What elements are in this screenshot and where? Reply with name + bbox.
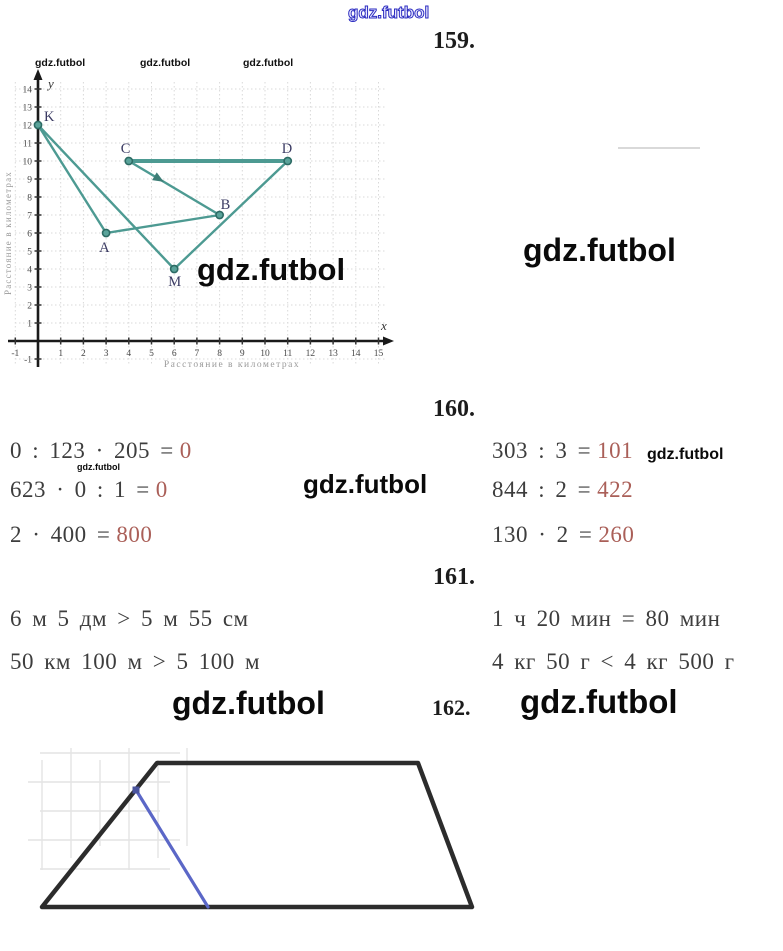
equation-expr: 844 : 2 = (492, 477, 592, 502)
svg-text:B: B (220, 197, 231, 213)
watermark-small-2: gdz.futbol (140, 57, 191, 69)
svg-text:5: 5 (149, 349, 154, 359)
trapezoid-figure (0, 730, 520, 951)
equation-row (10, 522, 152, 548)
svg-text:C: C (120, 141, 131, 157)
equation-answer: 0 (155, 477, 168, 502)
watermark-top: gdz.futbol (348, 3, 430, 22)
blue-line-end-marker (133, 787, 140, 794)
svg-text:Расстояние в километрах: Расстояние в километрах (163, 360, 301, 370)
faint-grid (28, 748, 187, 870)
equation-row (492, 522, 634, 548)
svg-text:10: 10 (260, 349, 270, 359)
svg-text:M: M (168, 274, 182, 290)
svg-text:-1: -1 (11, 349, 20, 359)
equation-answer: 260 (598, 522, 635, 547)
equation-row (10, 477, 168, 503)
problem-161-number: 161. (433, 564, 475, 590)
svg-text:13: 13 (328, 349, 338, 359)
watermark-after-101: gdz.futbol (647, 446, 724, 463)
svg-text:9: 9 (27, 175, 32, 186)
svg-text:14: 14 (351, 349, 361, 359)
faint-divider (618, 147, 700, 149)
svg-text:8: 8 (27, 193, 32, 204)
equation-answer: 422 (597, 477, 634, 502)
equation-row (492, 438, 633, 464)
svg-text:5: 5 (27, 247, 32, 258)
watermark-161-left: gdz.futbol (172, 685, 325, 721)
svg-text:6: 6 (171, 349, 177, 359)
equation-answer: 101 (597, 438, 634, 463)
svg-text:2: 2 (27, 301, 32, 312)
svg-text:D: D (281, 141, 293, 157)
watermark-160-middle: gdz.futbol (303, 469, 428, 499)
trapezoid-outline (42, 763, 472, 907)
watermark-small-1: gdz.futbol (35, 57, 86, 69)
equation-answer: 800 (116, 522, 153, 547)
svg-text:8: 8 (217, 349, 222, 359)
svg-text:2: 2 (81, 349, 86, 359)
svg-text:11: 11 (22, 139, 32, 150)
equation-expr: 303 : 3 = (492, 438, 592, 463)
watermark-small-3: gdz.futbol (243, 57, 294, 69)
equation-expr: 130 · 2 = (492, 522, 593, 547)
watermark-right-159: gdz.futbol (523, 232, 676, 268)
svg-text:Расстояние в километрах: Расстояние в километрах (3, 171, 13, 295)
problem-162-number: 162. (432, 695, 471, 720)
svg-text:15: 15 (373, 349, 384, 359)
coordinate-graph (0, 63, 400, 393)
svg-text:x: x (381, 318, 387, 333)
watermark-162-right: gdz.futbol (520, 683, 678, 720)
svg-text:A: A (99, 240, 110, 256)
svg-text:7: 7 (194, 349, 200, 359)
svg-text:1: 1 (27, 319, 32, 330)
watermark-graph: gdz.futbol (197, 252, 346, 287)
equation-answer: 0 (179, 438, 192, 463)
problem-160-number: 160. (433, 396, 475, 422)
svg-text:6: 6 (27, 229, 32, 240)
svg-text:y: y (48, 76, 54, 91)
svg-text:-1: -1 (24, 355, 32, 366)
comparison-row: 1 ч 20 мин = 80 мин (492, 606, 721, 631)
trapezoid-blue-line (136, 790, 208, 907)
svg-text:4: 4 (126, 349, 132, 359)
comparison-row: 6 м 5 дм > 5 м 55 см (10, 606, 249, 631)
svg-text:3: 3 (103, 349, 109, 359)
svg-text:12: 12 (305, 349, 316, 359)
svg-text:13: 13 (22, 103, 32, 114)
svg-text:1: 1 (58, 349, 64, 359)
equation-row (10, 438, 192, 464)
svg-text:14: 14 (22, 85, 32, 96)
svg-text:7: 7 (27, 211, 32, 222)
equation-expr: 0 : 123 · 205 = (10, 438, 174, 463)
svg-text:10: 10 (22, 157, 32, 168)
comparison-row: 4 кг 50 г < 4 кг 500 г (492, 649, 735, 674)
equation-row (492, 477, 633, 503)
svg-text:3: 3 (27, 283, 32, 294)
comparison-row: 50 км 100 м > 5 100 м (10, 649, 261, 674)
svg-text:4: 4 (27, 265, 32, 276)
svg-text:12: 12 (22, 121, 32, 132)
equation-expr: 623 · 0 : 1 = (10, 477, 150, 502)
problem-159-number: 159. (433, 28, 475, 54)
svg-text:K: K (44, 109, 55, 125)
svg-text:9: 9 (239, 349, 245, 359)
watermark-above-623: gdz.futbol (77, 462, 120, 472)
svg-text:11: 11 (283, 349, 293, 359)
equation-expr: 2 · 400 = (10, 522, 111, 547)
